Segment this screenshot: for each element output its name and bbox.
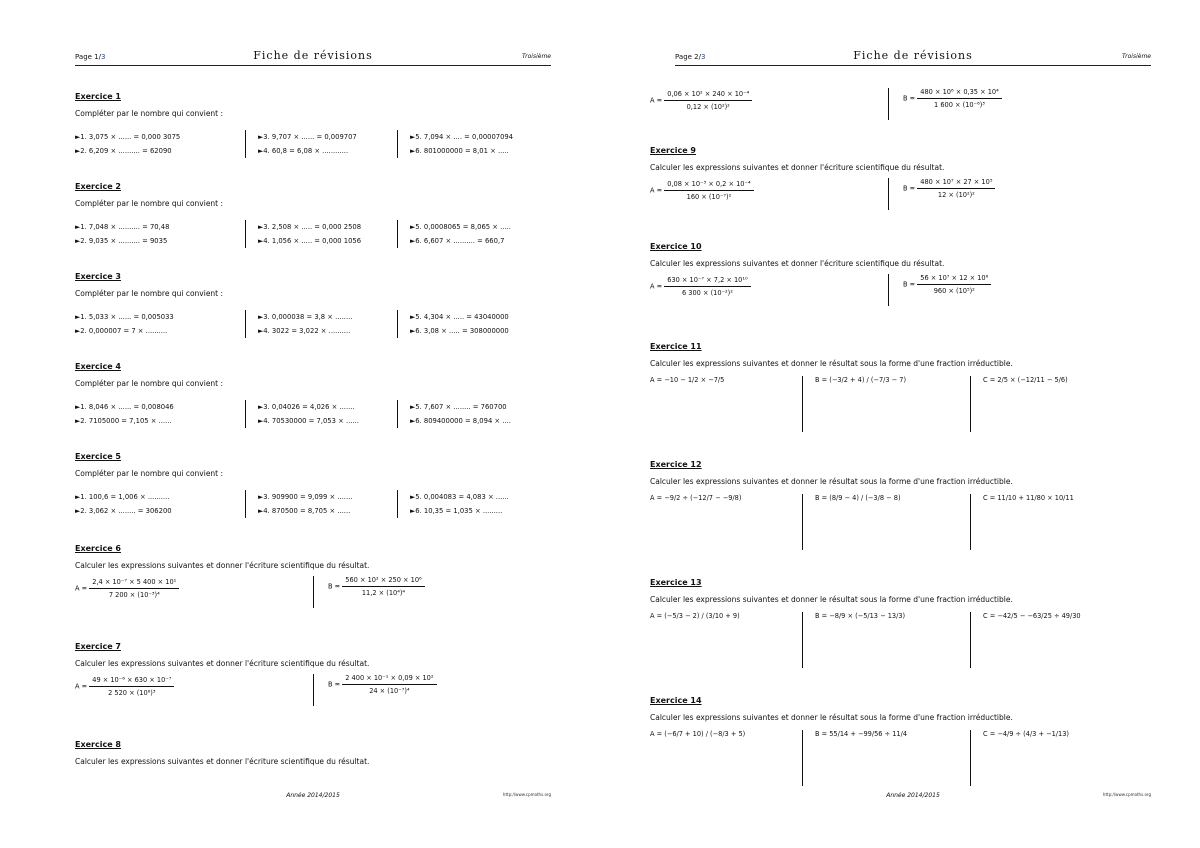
exercise-11 (650, 342, 1126, 434)
level-label: Troisième (521, 53, 551, 60)
page-2 (600, 0, 1160, 848)
exercise-instruction: Compléter par le nombre qui convient : (75, 289, 224, 298)
denominator: 24 × (10⁻⁷)⁴ (369, 687, 410, 695)
item: ►3. 909900 = 9,099 × ....... (258, 493, 353, 501)
item: ►4. 1,056 × ..... = 0,000 1056 (258, 237, 362, 245)
item: ►3. 9,707 × ...... = 0,009707 (258, 133, 357, 141)
exercise-instruction: Compléter par le nombre qui convient : (75, 379, 224, 388)
expression-a: A = −9/2 ÷ (−12/7 − −9/8) (650, 494, 742, 502)
exercise-8-expressions (650, 82, 1126, 124)
level-label: Troisième (1121, 53, 1151, 60)
item: ►2. 6,209 × .......... = 62090 (75, 147, 172, 155)
item: ►4. 870500 = 8,705 × ...... (258, 507, 351, 515)
exercise-instruction: Calculer les expressions suivantes et donner le résultat sous la forme d'une fraction irréductible. (650, 477, 1013, 486)
item: ►4. 70530000 = 7,053 × ...... (258, 417, 359, 425)
exercise-instruction: Calculer les expressions suivantes et donner l'écriture scientifique du résultat. (75, 561, 370, 570)
exercise-instruction: Compléter par le nombre qui convient : (75, 109, 224, 118)
item: ►1. 8,046 × ...... = 0,008046 (75, 403, 174, 411)
exercise-13 (650, 578, 1126, 670)
page-header (675, 49, 1151, 66)
item: ►3. 0,000038 = 3,8 × ........ (258, 313, 353, 321)
denominator: 11,2 × (10⁴)⁴ (361, 589, 406, 597)
exercise-9 (650, 146, 1126, 214)
item: ►6. 10,35 = 1,035 × ......... (410, 507, 503, 515)
item: ►2. 9,035 × .......... = 9035 (75, 237, 168, 245)
exercise-5 (75, 452, 551, 520)
item: ►2. 0,000007 = 7 × .......... (75, 327, 168, 335)
item: ►3. 2,508 × ..... = 0,000 2508 (258, 223, 362, 231)
denominator: 1 600 × (10⁻⁶)³ (934, 101, 985, 109)
item: ►6. 809400000 = 8,094 × .... (410, 417, 511, 425)
expressions (650, 730, 1126, 788)
item: ►2. 3,062 × ........ = 306200 (75, 507, 172, 515)
numerator: 0,08 × 10⁻³ × 0,2 × 10⁻⁴ (664, 180, 753, 191)
exercise-items (75, 490, 551, 520)
page-label: Page 1/ (75, 53, 101, 61)
expressions (75, 674, 551, 710)
exercise-instruction: Compléter par le nombre qui convient : (75, 469, 224, 478)
exercise-instruction: Calculer les expressions suivantes et donner le résultat sous la forme d'une fraction irréductible. (650, 713, 1013, 722)
exercise-title: Exercice 8 (75, 740, 121, 749)
item: ►5. 7,094 × .... = 0,00007094 (410, 133, 514, 141)
expressions (650, 612, 1126, 670)
exercise-instruction: Calculer les expressions suivantes et donner l'écriture scientifique du résultat. (75, 659, 370, 668)
denominator: 960 × (10⁵)² (933, 287, 975, 295)
expression-b: B = $\frac{\text{56 × 10⁷ × 12 × 10⁶}}{\text{960 × (10⁵)²}}$ (888, 274, 991, 306)
numerator: 49 × 10⁻⁶ × 630 × 10⁻⁷ (89, 676, 174, 687)
expression-b: B = $\frac{\text{2 400 × 10⁻¹ × 0,09 × 10²}}{\text{24 × (10⁻⁷)⁴}}$ (313, 674, 437, 706)
expressions (650, 88, 1126, 124)
expressions (650, 178, 1126, 214)
exercise-instruction: Calculer les expressions suivantes et donner le résultat sous la forme d'une fraction irréductible. (650, 359, 1013, 368)
page-footer (75, 792, 551, 802)
exercise-title: Exercice 12 (650, 460, 702, 469)
expression-b: B = $\frac{\text{480 × 10⁷ × 27 × 10⁵}}{\text{12 × (10²)²}}$ (888, 178, 995, 210)
denominator: 2 520 × (10⁶)³ (108, 689, 156, 697)
exercise-10 (650, 242, 1126, 310)
exercise-title: Exercice 3 (75, 272, 121, 281)
expression-b: B = $\frac{\text{560 × 10² × 250 × 10⁶}}{\text{11,2 × (10⁴)⁴}}$ (313, 576, 425, 608)
expression-a: A = −10 − 1/2 × −7/5 (650, 376, 725, 384)
page-1 (0, 0, 560, 848)
denominator: 12 × (10²)² (937, 191, 975, 199)
exercise-instruction: Calculer les expressions suivantes et donner l'écriture scientifique du résultat. (650, 163, 945, 172)
expression-b: B = (8/9 − 4) / (−3/8 − 8) (802, 494, 901, 550)
exercise-title: Exercice 9 (650, 146, 696, 155)
item: ►2. 7105000 = 7,105 × ...... (75, 417, 172, 425)
exercise-title: Exercice 7 (75, 642, 121, 651)
exercise-2 (75, 182, 551, 250)
item: ►6. 6,607 × .......... = 660,7 (410, 237, 505, 245)
exercise-title: Exercice 2 (75, 182, 121, 191)
expression-a: A = $\frac{\text{2,4 × 10⁻⁷ × 5 400 × 10¹}}{\text{7 200 × (10⁻³)⁴}}$ (75, 578, 179, 599)
item: ►5. 7,607 × ........ = 760700 (410, 403, 507, 411)
expressions (75, 576, 551, 612)
exercise-instruction: Compléter par le nombre qui convient : (75, 199, 224, 208)
expression-b: B = −8/9 × (−5/13 − 13/3) (802, 612, 905, 668)
expression-c: C = −4/9 ÷ (4/3 + −1/13) (970, 730, 1069, 786)
item: ►6. 801000000 = 8,01 × ..... (410, 147, 509, 155)
school-year: Année 2014/2015 (286, 792, 340, 799)
exercise-title: Exercice 10 (650, 242, 702, 251)
footer-url[interactable]: http://www.cpmaths.org (502, 792, 551, 797)
exercise-instruction: Calculer les expressions suivantes et donner le résultat sous la forme d'une fraction irréductible. (650, 595, 1013, 604)
item: ►5. 0,004083 = 4,083 × ...... (410, 493, 509, 501)
exercise-items (75, 130, 551, 160)
exercise-items (75, 400, 551, 430)
page-header (75, 49, 551, 66)
exercise-12 (650, 460, 1126, 552)
numerator: 2 400 × 10⁻¹ × 0,09 × 10² (342, 674, 436, 685)
exercise-14 (650, 696, 1126, 788)
item: ►5. 0,0008065 = 8,065 × ..... (410, 223, 511, 231)
numerator: 2,4 × 10⁻⁷ × 5 400 × 10¹ (89, 578, 179, 589)
numerator: 480 × 10⁷ × 27 × 10⁵ (917, 178, 995, 189)
denominator: 7 200 × (10⁻³)⁴ (108, 591, 160, 599)
exercise-title: Exercice 1 (75, 92, 121, 101)
exercise-7 (75, 642, 551, 710)
expression-a: A = $\frac{\text{630 × 10⁻⁷ × 7,2 × 10¹⁰}}{\text{6 300 × (10⁻²)²}}$ (650, 276, 751, 297)
denominator: 0,12 × (10²)² (686, 103, 730, 111)
expression-b: B = 55/14 + −99/56 ÷ 11/4 (802, 730, 907, 786)
expression-b: B = $\frac{\text{480 × 10⁶ × 0,35 × 10⁴}}{\text{1 600 × (10⁻⁶)³}}$ (888, 88, 1002, 120)
page-title: Fiche de révisions (853, 49, 973, 62)
exercise-instruction: Calculer les expressions suivantes et donner l'écriture scientifique du résultat. (75, 757, 370, 766)
numerator: 630 × 10⁻⁷ × 7,2 × 10¹⁰ (664, 276, 750, 287)
item: ►5. 4,304 × ..... = 43040000 (410, 313, 509, 321)
expression-a: A = $\frac{\text{0,08 × 10⁻³ × 0,2 × 10⁻⁴}}{\text{160 × (10⁻⁷)²}}$ (650, 180, 754, 201)
exercise-title: Exercice 5 (75, 452, 121, 461)
exercise-items (75, 220, 551, 250)
expression-a: A = $\frac{\text{49 × 10⁻⁶ × 630 × 10⁻⁷}}{\text{2 520 × (10⁶)³}}$ (75, 676, 174, 697)
page-title: Fiche de révisions (253, 49, 373, 62)
item: ►1. 5,033 × ...... = 0,005033 (75, 313, 174, 321)
expression-a: A = (−5/3 − 2) / (3/10 + 9) (650, 612, 740, 620)
page-total-link[interactable]: 3 (100, 53, 106, 61)
exercise-6 (75, 544, 551, 612)
expression-c: C = 2/5 × (−12/11 − 5/6) (970, 376, 1068, 432)
expressions (650, 274, 1126, 310)
exercise-title: Exercice 11 (650, 342, 702, 351)
exercise-instruction: Calculer les expressions suivantes et donner l'écriture scientifique du résultat. (650, 259, 945, 268)
page-footer (675, 792, 1151, 802)
numerator: 56 × 10⁷ × 12 × 10⁶ (917, 274, 991, 285)
item: ►6. 3,08 × ..... = 308000000 (410, 327, 509, 335)
expression-a: A = $\frac{\text{0,06 × 10² × 240 × 10⁻⁴}}{\text{0,12 × (10²)²}}$ (650, 90, 752, 111)
exercise-3 (75, 272, 551, 340)
expression-a: A = (−6/7 + 10) / (−8/3 + 5) (650, 730, 746, 738)
page-label: Page 2/ (675, 53, 701, 61)
exercise-4 (75, 362, 551, 430)
item: ►1. 100,6 = 1,006 × .......... (75, 493, 170, 501)
footer-url[interactable]: http://www.cpmaths.org (1102, 792, 1151, 797)
exercise-title: Exercice 6 (75, 544, 121, 553)
item: ►4. 3022 = 3,022 × .......... (258, 327, 351, 335)
expressions (650, 494, 1126, 552)
item: ►4. 60,8 = 6,08 × ............ (258, 147, 349, 155)
item: ►3. 0,04026 = 4,026 × ....... (258, 403, 355, 411)
denominator: 6 300 × (10⁻²)² (682, 289, 733, 297)
exercise-items (75, 310, 551, 340)
exercise-title: Exercice 4 (75, 362, 121, 371)
school-year: Année 2014/2015 (886, 792, 940, 799)
numerator: 560 × 10² × 250 × 10⁶ (342, 576, 424, 587)
exercise-title: Exercice 13 (650, 578, 702, 587)
exercise-title: Exercice 14 (650, 696, 702, 705)
expression-b: B = (−3/2 + 4) / (−7/3 − 7) (802, 376, 906, 432)
numerator: 0,06 × 10² × 240 × 10⁻⁴ (664, 90, 752, 101)
exercise-8 (75, 740, 551, 766)
numerator: 480 × 10⁶ × 0,35 × 10⁴ (917, 88, 1001, 99)
denominator: 160 × (10⁻⁷)² (686, 193, 732, 201)
expressions (650, 376, 1126, 434)
page-total-link[interactable]: 3 (700, 53, 706, 61)
item: ►1. 7,048 × .......... = 70,48 (75, 223, 170, 231)
expression-c: C = −42/5 − −63/25 ÷ 49/30 (970, 612, 1081, 668)
item: ►1. 3,075 × ...... = 0,000 3075 (75, 133, 181, 141)
expression-c: C = 11/10 + 11/80 × 10/11 (970, 494, 1074, 550)
exercise-1 (75, 92, 551, 160)
